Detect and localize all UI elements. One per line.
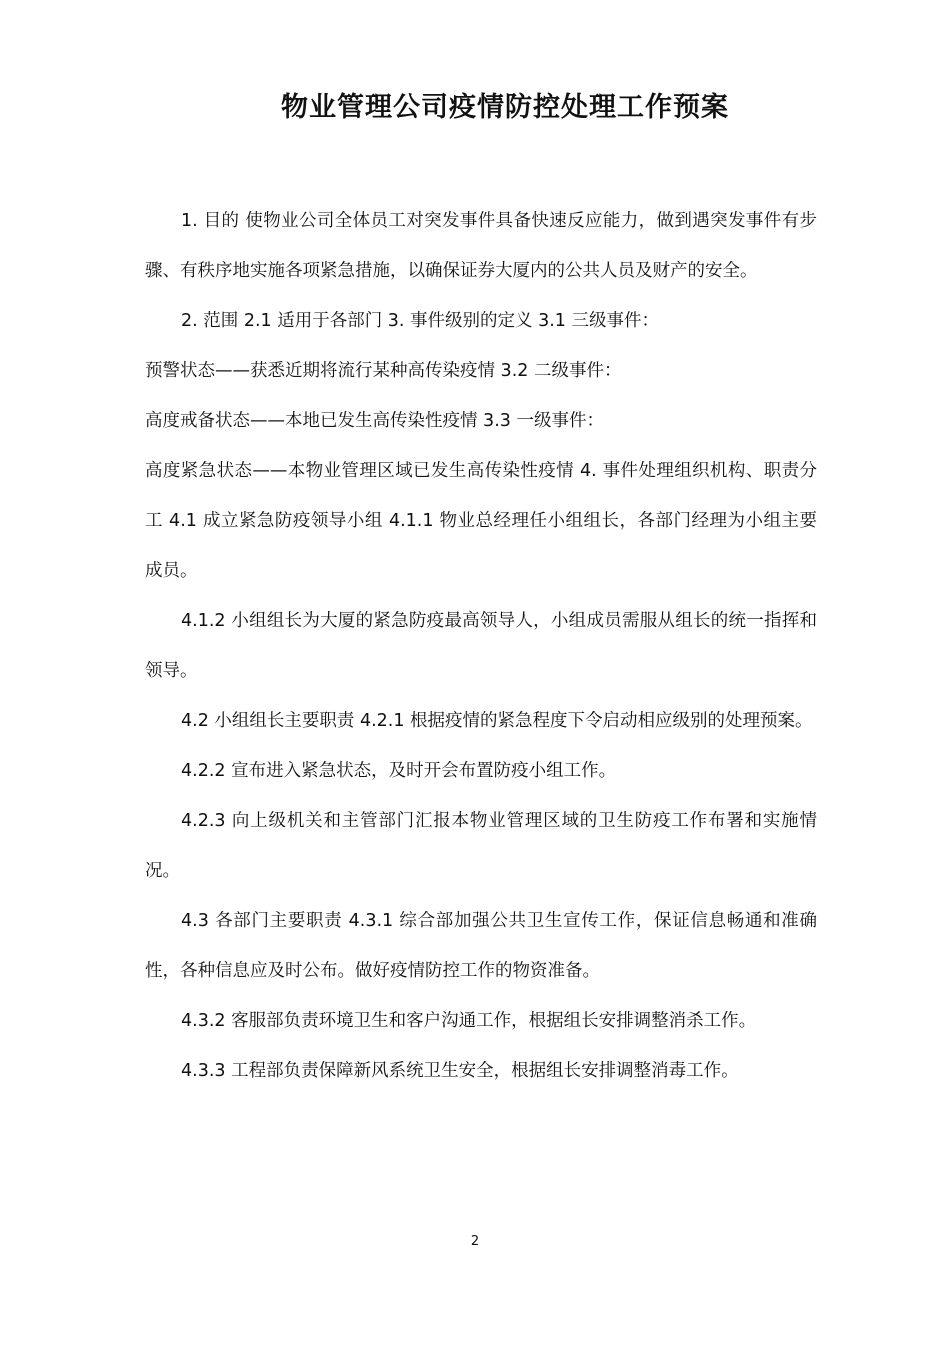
document-body <box>145 196 817 1096</box>
document-title: 物业管理公司疫情防控处理工作预案 <box>281 92 729 123</box>
paragraph-4-2: 4.2 小组组长主要职责 4.2.1 根据疫情的紧急程度下令启动相应级别的处理预案。 <box>181 711 813 731</box>
paragraph-4-3-3: 4.3.3 工程部负责保障新风系统卫生安全，根据组长安排调整消毒工作。 <box>181 1061 739 1081</box>
paragraph-4-1-2: 4.1.2 小组组长为大厦的紧急防疫最高领导人，小组成员需服从组长的统一指挥和领导。 <box>145 611 817 681</box>
page-number: 2 <box>470 1234 480 1249</box>
paragraph-purpose: 1. 目的 使物业公司全体员工对突发事件具备快速反应能力，做到遇突发事件有步骤、有秩序地实施各项紧急措施，以确保证券大厦内的公共人员及财产的安全。 <box>145 211 817 281</box>
paragraph-scope: 2. 范围 2.1 适用于各部门 3. 事件级别的定义 3.1 三级事件： <box>181 311 659 331</box>
paragraph-4-3-2: 4.3.2 客服部负责环境卫生和客户沟通工作，根据组长安排调整消杀工作。 <box>181 1011 757 1031</box>
paragraph-level-2: 高度戒备状态——本地已发生高传染性疫情 3.3 一级事件： <box>145 411 604 431</box>
paragraph-4-3: 4.3 各部门主要职责 4.3.1 综合部加强公共卫生宣传工作，保证信息畅通和准确性，各种信息应及时公布。做好疫情防控工作的物资准备。 <box>145 911 817 981</box>
paragraph-level-1: 高度紧急状态——本物业管理区域已发生高传染性疫情 4. 事件处理组织机构、职责分工 4.1 成立紧急防疫领导小组 4.1.1 物业总经理任小组组长，各部门经理为小组主要成员。 <box>145 461 817 581</box>
paragraph-4-2-3: 4.2.3 向上级机关和主管部门汇报本物业管理区域的卫生防疫工作布署和实施情况。 <box>145 811 817 881</box>
paragraph-level-3: 预警状态——获悉近期将流行某种高传染疫情 3.2 二级事件： <box>145 361 622 381</box>
paragraph-4-2-2: 4.2.2 宣布进入紧急状态，及时开会布置防疫小组工作。 <box>181 761 617 781</box>
